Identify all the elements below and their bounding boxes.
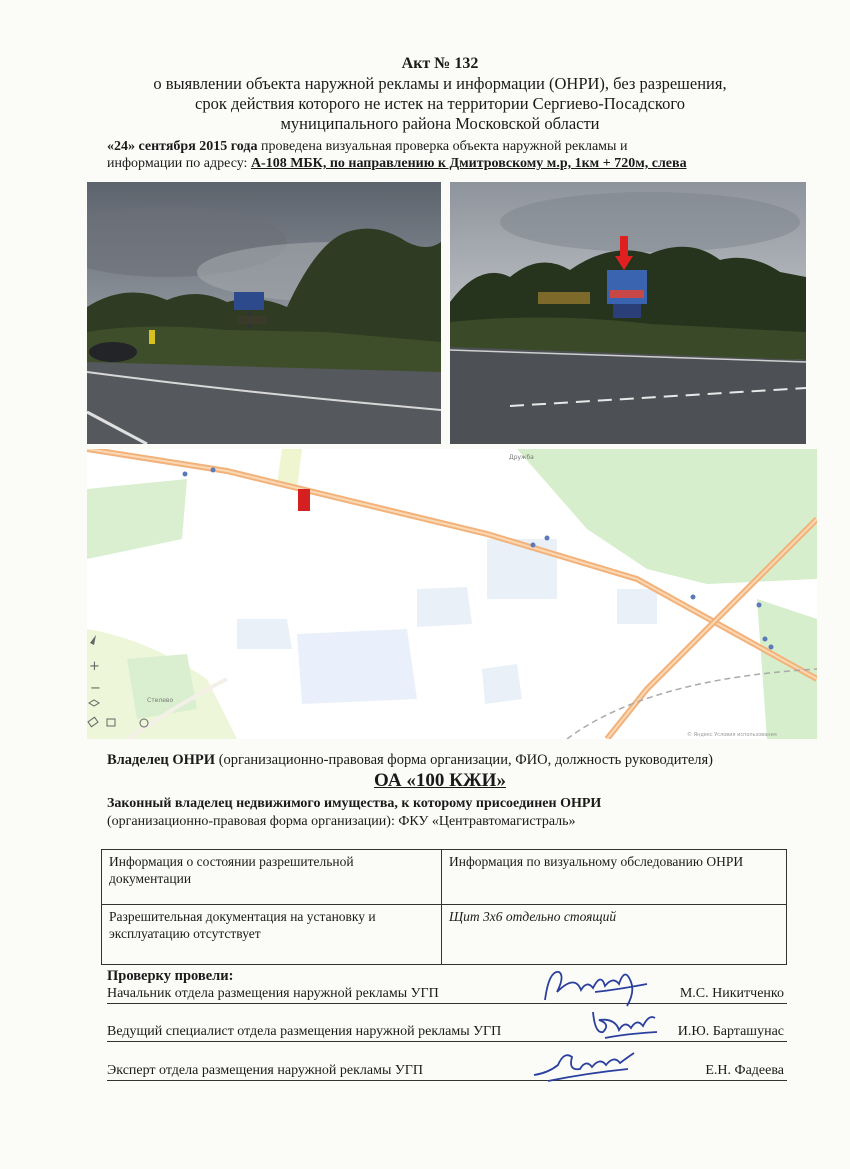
owner-label-line [107, 751, 827, 769]
act-subtitle-line-2: срок действия которого не истек на территории Сергиево-Посадского [195, 94, 685, 113]
table-header-permit: Информация о состоянии разрешительной документации [109, 854, 354, 886]
inspection-text-2: информации по адресу: [107, 156, 251, 171]
act-subtitle-line-3: муниципального района Московской области [280, 114, 600, 133]
info-table [101, 849, 787, 965]
map-label-bottom: Стелево [147, 697, 174, 704]
table-value-permit: Разрешительная документация на установку и эксплуатацию отсутствует [109, 909, 376, 941]
billboard-photo-1 [87, 182, 441, 444]
inspection-statement [107, 138, 807, 172]
signature-row-3 [107, 1062, 787, 1081]
inspection-text-1: проведена визуальная проверка объекта наружной рекламы и [257, 139, 628, 154]
owner-label: Владелец ОНРИ [107, 752, 216, 768]
legal-owner-block [107, 795, 807, 831]
signatures-title: Проверку провели: [107, 968, 234, 984]
owner-label-note: (организационно-правовая форма организации, ФИО, должность руководителя) [215, 752, 714, 768]
table-value-inspection: Щит 3х6 отдельно стоящий [449, 909, 617, 924]
inspection-date: «24» сентября 2015 года [107, 139, 258, 154]
legal-owner-note: (организационно-правовая форма организации): ФКУ «Центравтомагистраль» [107, 814, 576, 829]
signature-row-1 [107, 985, 787, 1004]
owner-name: ОА «100 КЖИ» [374, 770, 506, 791]
map-attribution: © Яндекс Условия использования [687, 732, 777, 738]
billboard-photo-2 [450, 182, 806, 444]
signer-name-2: И.Ю. Барташунас [677, 1024, 784, 1039]
signer-name-3: Е.Н. Фадеева [705, 1063, 784, 1078]
act-subtitle-line-1: о выявлении объекта наружной рекламы и информации (ОНРИ), без разрешения, [153, 74, 727, 93]
table-header-inspection: Информация по визуальному обследованию ОНРИ [449, 854, 744, 869]
signer-position-2: Ведущий специалист отдела размещения наружной рекламы УГП [107, 1024, 502, 1039]
signer-position-3: Эксперт отдела размещения наружной рекламы УГП [107, 1063, 423, 1078]
map-label-top: Дружба [509, 454, 534, 461]
legal-owner-label: Законный владелец недвижимого имущества, к которому присоединен ОНРИ [107, 796, 602, 811]
act-title: Акт № 132 [401, 55, 479, 72]
location-map[interactable] [87, 449, 817, 739]
zoom-out-icon[interactable]: − [90, 681, 101, 696]
inspection-address: А-108 МБК, по направлению к Дмитровскому м.р, 1км + 720м, слева [250, 156, 687, 171]
signer-name-1: М.С. Никитченко [679, 986, 784, 1001]
title-block [90, 54, 790, 134]
zoom-in-icon[interactable]: + [89, 659, 100, 674]
signer-position-1: Начальник отдела размещения наружной рекламы УГП [107, 986, 439, 1001]
signature-row-2 [107, 1023, 787, 1042]
